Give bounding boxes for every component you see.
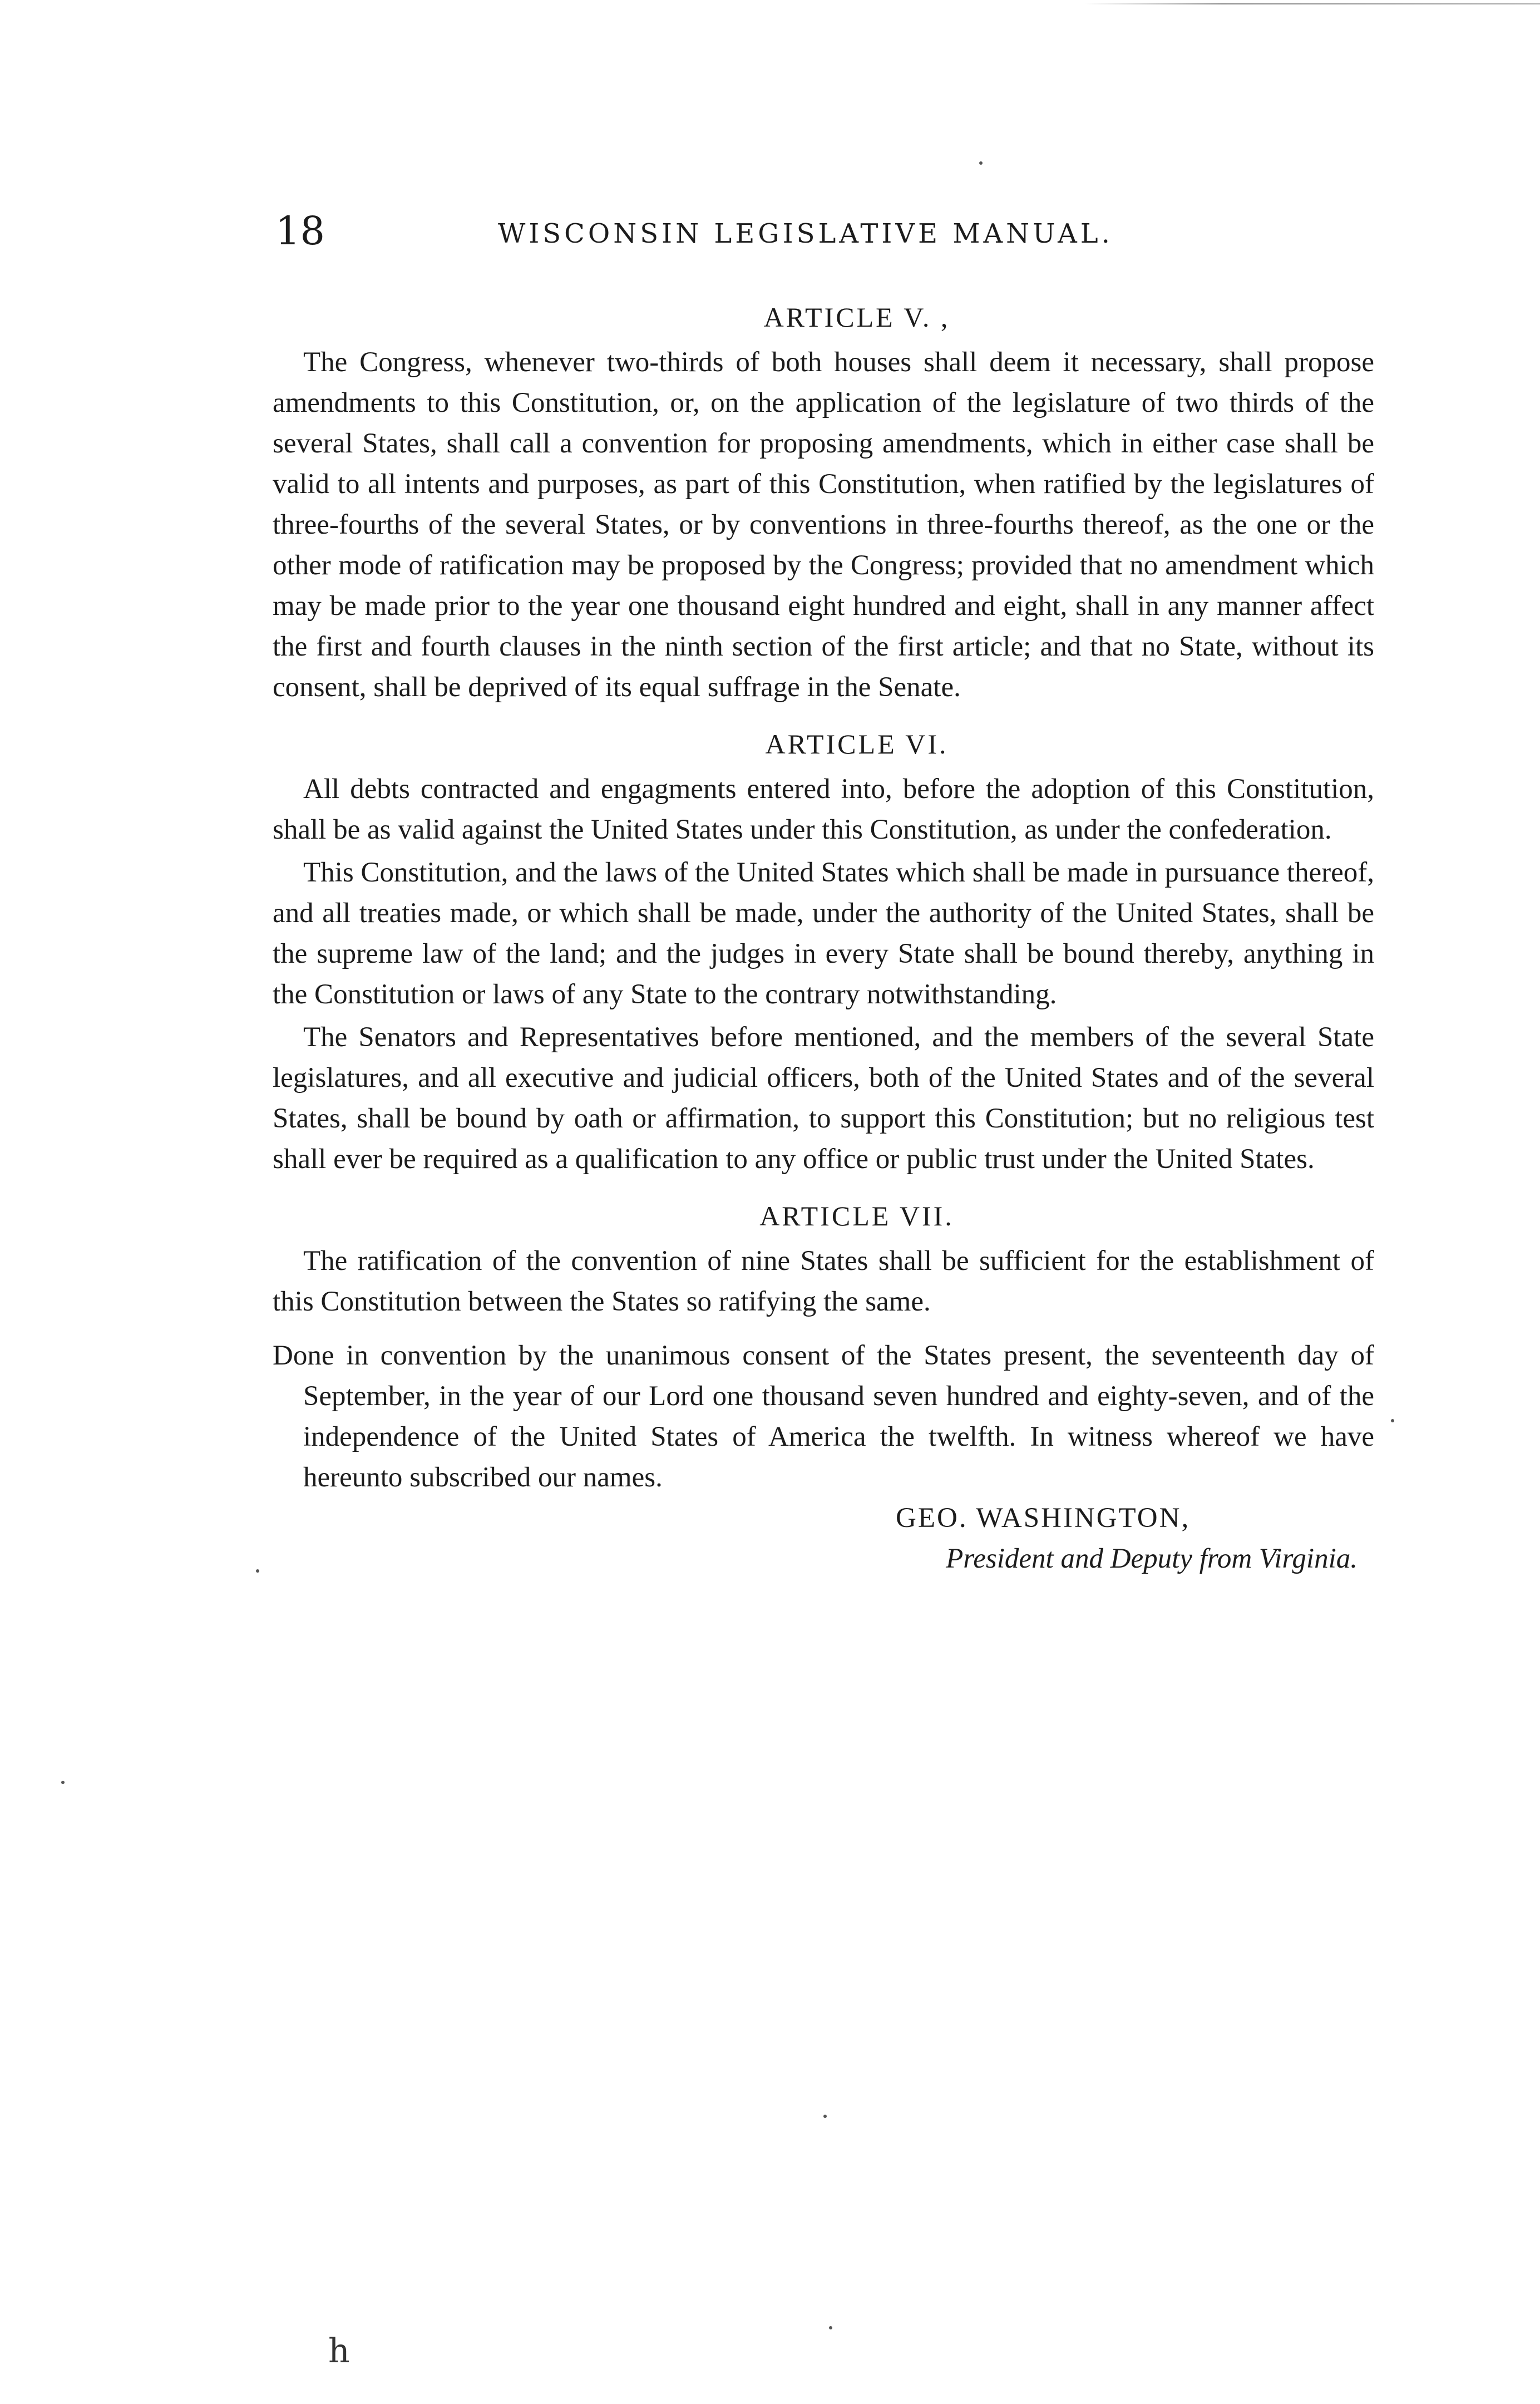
signer-title: President and Deputy from Virginia. xyxy=(946,1543,1358,1574)
article-v xyxy=(273,292,1374,708)
article-vii-title: ARTICLE VII. xyxy=(759,1200,954,1231)
article-v-title: ARTICLE V. , xyxy=(763,302,950,333)
page-body xyxy=(273,292,1374,1579)
article-v-paragraph: The Congress, whenever two-thirds of both houses shall deem it necessary, shall propose amendments to this Constitution, or, on the application of the legislature of two thirds of the several States, shall call a convention for proposing amendments, which in either case shall be valid to all intents and purposes, as part of this Constitution, when ratified by the legislatures of three-fourths of the several States, or by conventions in three-fourths thereof, as the one or the other mode of ratification may be proposed by the Congress; provided that no amendment which may be made prior to the year one thousand eight hundred and eight, shall in any manner affect the first and fourth clauses in the ninth section of the first article; and that no State, without its consent, shall be deprived of its equal suffrage in the Senate. xyxy=(273,347,1374,703)
page-number: 18 xyxy=(275,208,325,254)
article-vii xyxy=(273,1191,1374,1322)
attestation-text: Done in convention by the unanimous consent of the States present, the seventeenth day of September, in the year of our Lord one thousand seven hundred and eighty-seven, and of the independence of the United States of America the twelfth. In witness whereof we have hereunto subscribed our names. xyxy=(273,1340,1374,1493)
top-edge-rule xyxy=(1085,3,1540,4)
running-head: WISCONSIN LEGISLATIVE MANUAL. xyxy=(498,218,1113,249)
margin-mark: h xyxy=(328,2332,350,2371)
signer-name: GEO. WASHINGTON, xyxy=(896,1502,1191,1534)
article-vi-paragraph-1: All debts contracted and engagments entered into, before the adoption of this Constitution, shall be as valid against the United States under this Constitution, as under the confederation. xyxy=(273,774,1374,845)
article-vi-title: ARTICLE VI. xyxy=(765,728,949,760)
signature-block xyxy=(273,1498,1374,1579)
article-vii-paragraph: The ratification of the convention of nine States shall be sufficient for the establishment of this Constitution between the States so ratifying the same. xyxy=(273,1245,1374,1317)
article-vi-paragraph-3: The Senators and Representatives before mentioned, and the members of the several State legislatures, and all executive and judicial officers, both of the United States and of the several States, shall be bound by oath or affirmation, to support this Constitution; but no religious test shall ever be required as a qualification to any office or public trust under the United States. xyxy=(273,1022,1374,1175)
article-vi-paragraph-2: This Constitution, and the laws of the United States which shall be made in pursuance thereof, and all treaties made, or which shall be made, under the authority of the United States, shall be the supreme law of the land; and the judges in every State shall be bound thereby, anything in the Constitution or laws of any State to the contrary notwithstanding. xyxy=(273,857,1374,1010)
attestation xyxy=(273,1336,1374,1579)
article-vi xyxy=(273,719,1374,1180)
page-header xyxy=(275,206,1383,256)
